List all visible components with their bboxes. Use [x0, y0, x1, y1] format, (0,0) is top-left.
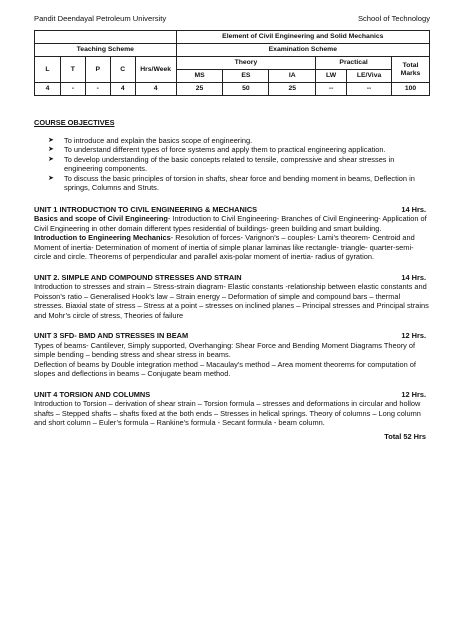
school-name: School of Technology	[357, 14, 430, 23]
practical-header: Practical	[316, 57, 392, 70]
course-scheme-table	[34, 30, 430, 96]
course-title: Element of Civil Engineering and Solid Mechanics	[176, 31, 429, 44]
theory-header: Theory	[176, 57, 316, 70]
blank-cell	[35, 31, 177, 44]
list-item	[34, 155, 430, 174]
col-header-p: P	[85, 57, 110, 83]
col-header-c: C	[110, 57, 135, 83]
value-t: -	[60, 83, 85, 96]
unit-4-title: UNIT 4 TORSION AND COLUMNS	[34, 389, 151, 399]
unit-2-hours: 14 Hrs.	[401, 272, 426, 282]
col-header-ms: MS	[176, 70, 223, 83]
university-name: Pandit Deendayal Petroleum University	[34, 14, 167, 23]
unit-1-hours: 14 Hrs.	[401, 204, 426, 214]
value-c: 4	[110, 83, 135, 96]
objective-text: To develop understanding of the basic concepts related to tensile, compressive and shear stresses in engineering components.	[64, 154, 395, 173]
unit-1-heading	[34, 205, 430, 215]
unit-1	[34, 205, 430, 262]
value-le-viva: --	[347, 83, 392, 96]
unit-4-text: Introduction to Torsion – derivation of shear strain – Torsion formula – stresses and deformations in circular and hollow shafts – Stepped shafts – shafts fixed at the both ends – Stresses in helical springs. Theory of columns – Long column and short column – Euler’s formula – Rankine’s formula - Secant formula - beam column.	[34, 399, 421, 427]
document-body	[34, 118, 430, 441]
arrow-bullet-icon: ➤	[48, 174, 54, 182]
unit-3-hours: 12 Hrs.	[401, 331, 426, 340]
examination-scheme-header: Examination Scheme	[176, 44, 429, 57]
col-header-lw: LW	[316, 70, 347, 83]
value-l: 4	[35, 83, 61, 96]
unit-1-topic-2: Introduction to Engineering Mechanics	[34, 233, 171, 242]
unit-2-heading	[34, 273, 430, 283]
value-lw: --	[316, 83, 347, 96]
col-header-hrs-week: Hrs/Week	[135, 57, 176, 83]
col-header-t: T	[60, 57, 85, 83]
list-item	[34, 174, 430, 193]
list-item	[34, 145, 430, 155]
unit-1-text-2: - Resolution of forces- Varignon’s – couples- Lami’s theorem- Centroid and Moment of inertia- Determination of moment of inertia of simple planar laminas like rectangle- triangle- quarter-semi-circle and circle. Theorems of perpendicular and parallel axis-polar moment of inertia- radius of gyration.	[34, 233, 415, 261]
unit-1-topic-1: Basics and scope of Civil Engineering	[34, 214, 168, 223]
unit-1-paragraph-1	[34, 214, 430, 233]
objective-text: To discuss the basic principles of torsion in shafts, shear force and bending moment in beams, Deflection in springs, Columns and Struts.	[64, 173, 415, 192]
unit-1-paragraph-2	[34, 233, 430, 262]
value-total-marks: 100	[392, 83, 430, 96]
teaching-scheme-header: Teaching Scheme	[35, 44, 177, 57]
unit-3-text-2: Deflection of beams by Double integration method – Macaulay’s method – Area moment theorems for computation of slopes and deflections in beams – Conjugate beam method.	[34, 359, 416, 378]
unit-4	[34, 390, 430, 428]
course-objectives-heading: COURSE OBJECTIVES	[34, 118, 115, 127]
page-header	[34, 14, 430, 26]
unit-3-title: UNIT 3 SFD- BMD AND STRESSES IN BEAM	[34, 331, 189, 340]
unit-2	[34, 273, 430, 321]
value-ms: 25	[176, 83, 223, 96]
arrow-bullet-icon: ➤	[48, 146, 54, 153]
value-ia: 25	[269, 83, 316, 96]
col-header-es: ES	[223, 70, 269, 83]
list-item	[34, 136, 430, 146]
unit-1-title: UNIT 1 INTRODUCTION TO CIVIL ENGINEERING & MECHANICS	[34, 204, 258, 214]
col-header-le-viva: LE/Viva	[347, 70, 392, 83]
unit-3-heading	[34, 331, 430, 341]
total-marks-header: Total Marks	[392, 57, 430, 83]
unit-2-text: Introduction to stresses and strain – Stress-strain diagram- Elastic constants -relationship between elastic constants and Poisson’s ratio – Generalised Hook’s law – Strain energy – Deformation of simple and compound bars – thermal stresses. Biaxial state of stress – Stress at a point – stresses on inclined planes – Principal stresses and Principal strains and Mohr’s circle of stress, Theories of failure	[34, 282, 429, 320]
unit-3	[34, 331, 430, 379]
unit-1-text-1: - Introduction to Civil Engineering- Branches of Civil Engineering- Application of Civil Engineering in other domain different types residential of buildings- green building and smart building.	[34, 214, 427, 233]
unit-4-hours: 12 Hrs.	[401, 389, 426, 399]
total-hours: Total 52 Hrs	[384, 431, 426, 441]
value-p: -	[85, 83, 110, 96]
arrow-bullet-icon: ➤	[48, 136, 54, 144]
objective-text: To introduce and explain the basics scope of engineering.	[64, 135, 253, 145]
unit-3-text-1: Types of beams- Cantilever, Simply supported, Overhanging: Shear Force and Bending Moment Diagrams Theory of simple bending – bending stress and shear stress in beams.	[34, 340, 416, 359]
value-hrs-week: 4	[135, 83, 176, 96]
col-header-l: L	[35, 57, 61, 83]
col-header-ia: IA	[269, 70, 316, 83]
unit-2-title: UNIT 2. SIMPLE AND COMPOUND STRESSES AND STRAIN	[34, 272, 242, 282]
unit-4-heading	[34, 390, 430, 400]
objective-text: To understand different types of force systems and apply them to practical engineering application.	[64, 145, 386, 154]
objectives-list	[34, 136, 430, 193]
arrow-bullet-icon: ➤	[48, 155, 54, 163]
value-es: 50	[223, 83, 269, 96]
